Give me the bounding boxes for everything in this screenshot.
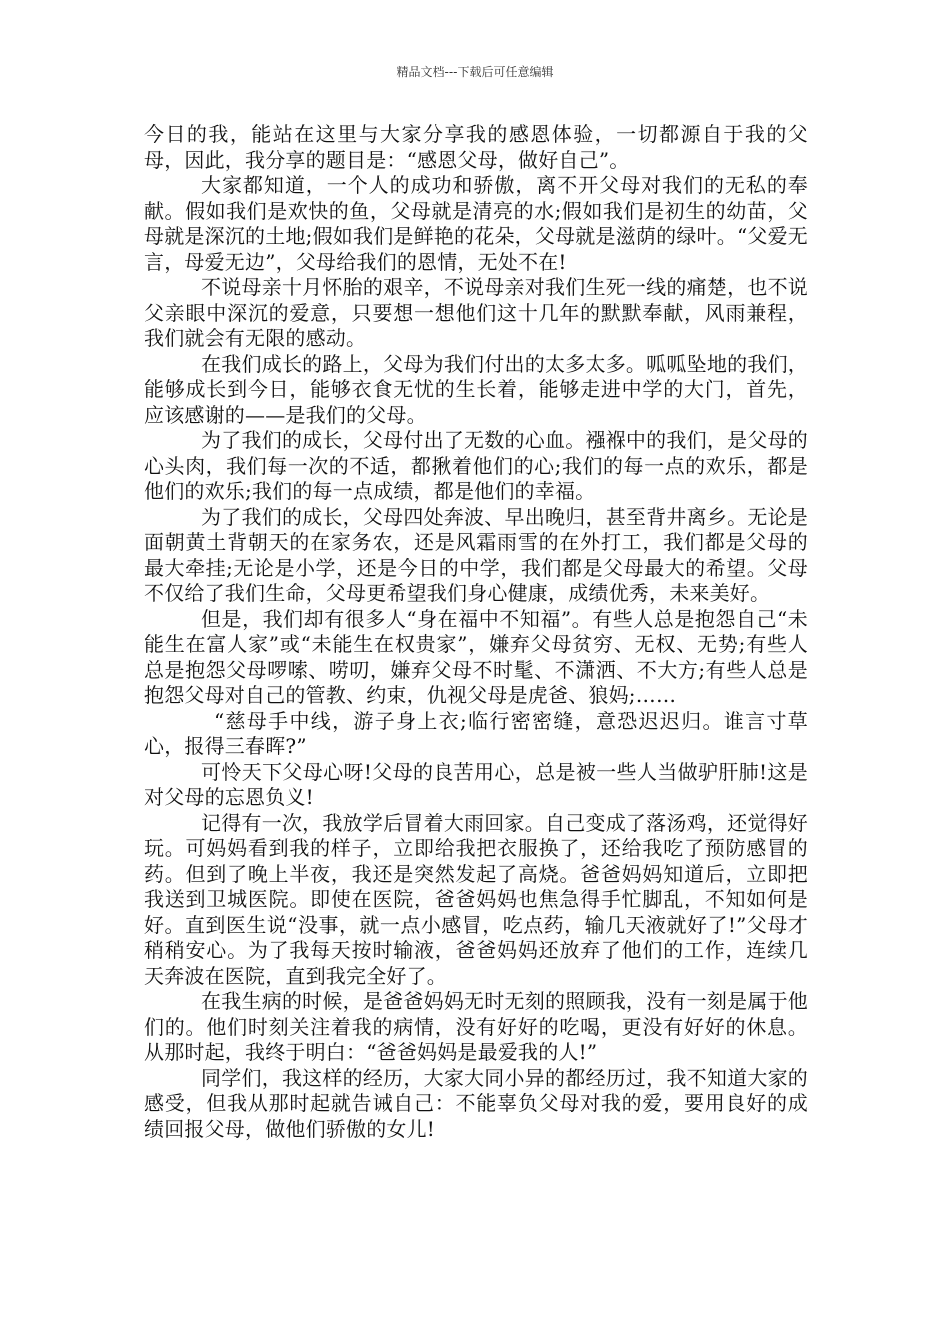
paragraph-rain-story: 记得有一次，我放学后冒着大雨回家。自己变成了落汤鸡，还觉得好玩。可妈妈看到我的样子，立即给我把衣服换了，还给我吃了预防感冒的药。但到了晚上半夜，我还是突然发起了高烧。爸爸妈妈知道后，立即把我送到卫城医院。即使在医院，爸爸妈妈也焦急得手忙脚乱，不知如何是好。直到医生说“没事，就一点小感冒，吃点药，输几天液就好了!”父母才稍稍安心。为了我每天按时输液，爸爸妈妈还放弃了他们的工作，连续几天奔波在医院，直到我完全好了。 [144, 810, 808, 988]
paragraph-conclusion: 同学们，我这样的经历，大家大同小异的都经历过，我不知道大家的感受，但我从那时起就告诫自己：不能辜负父母对我的爱，要用良好的成绩回报父母，做他们骄傲的女儿! [144, 1065, 808, 1141]
paragraph-pity: 可怜天下父母心呀!父母的良苦用心，总是被一些人当做驴肝肺!这是对父母的忘恩负义! [144, 759, 808, 809]
page-header: 精品文档---下载后可任意编辑 [396, 65, 554, 79]
paragraph-mother-hardship: 不说母亲十月怀胎的艰辛，不说母亲对我们生死一线的痛楚，也不说父亲眼中深沉的爱意，只要想一想他们这十几年的默默奉献，风雨兼程，我们就会有无限的感动。 [144, 275, 808, 350]
paragraph-sacrifice: 为了我们的成长，父母四处奔波、早出晚归，甚至背井离乡。无论是面朝黄土背朝天的在家务农，还是风霜雨雪的在外打工，我们都是父母的最大牵挂;无论是小学，还是今日的中学，我们都是父母最大的希望。父母不仅给了我们生命，父母更希望我们身心健康，成绩优秀，未来美好。 [144, 504, 808, 605]
paragraph-effort: 为了我们的成长，父母付出了无数的心血。襁褓中的我们，是父母的心头肉，我们每一次的不适，都揪着他们的心;我们的每一点的欢乐，都是他们的欢乐;我们的每一点成绩，都是他们的幸福。 [144, 428, 808, 503]
document-body [144, 122, 808, 1142]
paragraph-intro: 今日的我，能站在这里与大家分享我的感恩体验，一切都源自于我的父母，因此，我分享的题目是：“感恩父母，做好自己”。 [144, 122, 808, 172]
paragraph-poem: “慈母手中线，游子身上衣;临行密密缝，意恐迟迟归。谁言寸草心，报得三春晖?” [144, 708, 808, 758]
paragraph-complaints: 但是，我们却有很多人“身在福中不知福”。有些人总是抱怨自己“未能生在富人家”或“未能生在权贵家”，嫌弃父母贫穷、无权、无势;有些人总是抱怨父母啰嗦、唠叨，嫌弃父母不时髦、不潇洒、不大方;有些人总是抱怨父母对自己的管教、约束，仇视父母是虎爸、狼妈;…… [144, 606, 808, 707]
paragraph-parents-devotion: 大家都知道，一个人的成功和骄傲，离不开父母对我们的无私的奉献。假如我们是欢快的鱼，父母就是清亮的水;假如我们是初生的幼苗，父母就是深沉的土地;假如我们是鲜艳的花朵，父母就是滋荫的绿叶。“父爱无言，母爱无边”，父母给我们的恩情，无处不在! [144, 173, 808, 274]
paragraph-growing-up: 在我们成长的路上，父母为我们付出的太多太多。呱呱坠地的我们，能够成长到今日，能够衣食无忧的生长着，能够走进中学的大门，首先，应该感谢的——是我们的父母。 [144, 351, 808, 427]
paragraph-illness: 在我生病的时候，是爸爸妈妈无时无刻的照顾我，没有一刻是属于他们的。他们时刻关注着我的病情，没有好好的吃喝，更没有好好的休息。从那时起，我终于明白：“爸爸妈妈是最爱我的人!” [144, 989, 808, 1064]
